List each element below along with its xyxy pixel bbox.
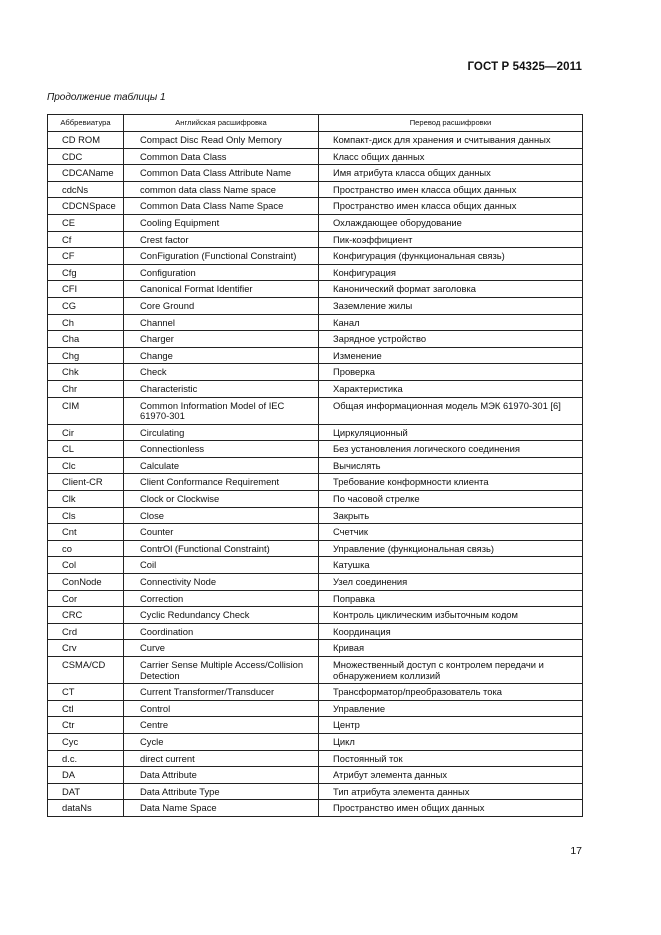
russian-translation-cell: Цикл bbox=[319, 733, 583, 750]
english-expansion-cell: ContrOl (Functional Constraint) bbox=[124, 540, 319, 557]
russian-translation-cell: Без установления логического соединения bbox=[319, 441, 583, 458]
english-expansion-cell: common data class Name space bbox=[124, 181, 319, 198]
table-row bbox=[48, 684, 583, 701]
english-expansion-cell: Calculate bbox=[124, 457, 319, 474]
abbreviation-cell: cdcNs bbox=[48, 181, 124, 198]
table-row bbox=[48, 264, 583, 281]
table-row bbox=[48, 297, 583, 314]
abbreviation-table bbox=[47, 114, 583, 817]
page-number: 17 bbox=[570, 845, 582, 857]
russian-translation-cell: Управление (функциональная связь) bbox=[319, 540, 583, 557]
english-expansion-cell: Common Data Class bbox=[124, 148, 319, 165]
table-row bbox=[48, 214, 583, 231]
english-expansion-cell: Connectivity Node bbox=[124, 574, 319, 591]
english-expansion-cell: Correction bbox=[124, 590, 319, 607]
russian-translation-cell: Закрыть bbox=[319, 507, 583, 524]
abbreviation-cell: Cls bbox=[48, 507, 124, 524]
english-expansion-cell: Compact Disc Read Only Memory bbox=[124, 132, 319, 149]
abbreviation-cell: co bbox=[48, 540, 124, 557]
table-row bbox=[48, 733, 583, 750]
english-expansion-cell: Check bbox=[124, 364, 319, 381]
russian-translation-cell: Охлаждающее оборудование bbox=[319, 214, 583, 231]
abbreviation-cell: CL bbox=[48, 441, 124, 458]
abbreviation-cell: CSMA/CD bbox=[48, 657, 124, 684]
abbreviation-cell: CIM bbox=[48, 397, 124, 424]
russian-translation-cell: Катушка bbox=[319, 557, 583, 574]
russian-translation-cell: Трансформатор/преобразователь тока bbox=[319, 684, 583, 701]
table-row bbox=[48, 148, 583, 165]
column-header-translation: Перевод расшифровки bbox=[319, 115, 583, 132]
column-header-english: Английская расшифровка bbox=[124, 115, 319, 132]
table-row bbox=[48, 397, 583, 424]
table-row bbox=[48, 623, 583, 640]
russian-translation-cell: По часовой стрелке bbox=[319, 491, 583, 508]
column-header-abbreviation: Аббревиатура bbox=[48, 115, 124, 132]
abbreviation-cell: Cyc bbox=[48, 733, 124, 750]
english-expansion-cell: Cycle bbox=[124, 733, 319, 750]
table-row bbox=[48, 700, 583, 717]
english-expansion-cell: Client Conformance Requirement bbox=[124, 474, 319, 491]
table-row bbox=[48, 540, 583, 557]
english-expansion-cell: Common Data Class Attribute Name bbox=[124, 165, 319, 182]
english-expansion-cell: Charger bbox=[124, 331, 319, 348]
english-expansion-cell: Crest factor bbox=[124, 231, 319, 248]
russian-translation-cell: Пространство имен класса общих данных bbox=[319, 181, 583, 198]
table-row bbox=[48, 181, 583, 198]
abbreviation-cell: Col bbox=[48, 557, 124, 574]
russian-translation-cell: Множественный доступ с контролем передачи и обнаружением коллизий bbox=[319, 657, 583, 684]
standard-number: ГОСТ Р 54325—2011 bbox=[467, 61, 582, 73]
russian-translation-cell: Пространство имен общих данных bbox=[319, 800, 583, 817]
russian-translation-cell: Счетчик bbox=[319, 524, 583, 541]
table-row bbox=[48, 657, 583, 684]
abbreviation-cell: CDC bbox=[48, 148, 124, 165]
russian-translation-cell: Изменение bbox=[319, 347, 583, 364]
russian-translation-cell: Канал bbox=[319, 314, 583, 331]
abbreviation-cell: DA bbox=[48, 767, 124, 784]
english-expansion-cell: ConFiguration (Functional Constraint) bbox=[124, 248, 319, 265]
table-row bbox=[48, 198, 583, 215]
table-row bbox=[48, 507, 583, 524]
english-expansion-cell: Cyclic Redundancy Check bbox=[124, 607, 319, 624]
abbreviation-cell: Ctr bbox=[48, 717, 124, 734]
abbreviation-cell: Cnt bbox=[48, 524, 124, 541]
table-row bbox=[48, 717, 583, 734]
abbreviation-cell: Crv bbox=[48, 640, 124, 657]
table-row bbox=[48, 524, 583, 541]
english-expansion-cell: Centre bbox=[124, 717, 319, 734]
abbreviation-cell: Crd bbox=[48, 623, 124, 640]
table-caption: Продолжение таблицы 1 bbox=[47, 92, 166, 103]
table-row bbox=[48, 590, 583, 607]
english-expansion-cell: Coil bbox=[124, 557, 319, 574]
russian-translation-cell: Канонический формат заголовка bbox=[319, 281, 583, 298]
abbreviation-cell: Cir bbox=[48, 424, 124, 441]
abbreviation-cell: CDCNSpace bbox=[48, 198, 124, 215]
abbreviation-cell: ConNode bbox=[48, 574, 124, 591]
table-row bbox=[48, 331, 583, 348]
english-expansion-cell: Change bbox=[124, 347, 319, 364]
russian-translation-cell: Поправка bbox=[319, 590, 583, 607]
russian-translation-cell: Тип атрибута элемента данных bbox=[319, 783, 583, 800]
abbreviation-cell: CDCAName bbox=[48, 165, 124, 182]
russian-translation-cell: Постоянный ток bbox=[319, 750, 583, 767]
english-expansion-cell: Carrier Sense Multiple Access/Collision Detection bbox=[124, 657, 319, 684]
abbreviation-cell: Cor bbox=[48, 590, 124, 607]
russian-translation-cell: Координация bbox=[319, 623, 583, 640]
table-row bbox=[48, 424, 583, 441]
abbreviation-cell: dataNs bbox=[48, 800, 124, 817]
russian-translation-cell: Характеристика bbox=[319, 380, 583, 397]
russian-translation-cell: Имя атрибута класса общих данных bbox=[319, 165, 583, 182]
russian-translation-cell: Общая информационная модель МЭК 61970-301 [6] bbox=[319, 397, 583, 424]
table-row bbox=[48, 574, 583, 591]
english-expansion-cell: Circulating bbox=[124, 424, 319, 441]
table-row bbox=[48, 474, 583, 491]
table-row bbox=[48, 441, 583, 458]
abbreviation-cell: DAT bbox=[48, 783, 124, 800]
english-expansion-cell: Data Attribute bbox=[124, 767, 319, 784]
english-expansion-cell: Characteristic bbox=[124, 380, 319, 397]
abbreviation-cell: Chr bbox=[48, 380, 124, 397]
table-row bbox=[48, 248, 583, 265]
abbreviation-cell: CE bbox=[48, 214, 124, 231]
table-row bbox=[48, 231, 583, 248]
table-row bbox=[48, 800, 583, 817]
english-expansion-cell: direct current bbox=[124, 750, 319, 767]
english-expansion-cell: Counter bbox=[124, 524, 319, 541]
table-row bbox=[48, 557, 583, 574]
english-expansion-cell: Curve bbox=[124, 640, 319, 657]
russian-translation-cell: Вычислять bbox=[319, 457, 583, 474]
abbreviation-cell: Client-CR bbox=[48, 474, 124, 491]
table-row bbox=[48, 783, 583, 800]
english-expansion-cell: Current Transformer/Transducer bbox=[124, 684, 319, 701]
abbreviation-cell: Clc bbox=[48, 457, 124, 474]
english-expansion-cell: Connectionless bbox=[124, 441, 319, 458]
russian-translation-cell: Контроль циклическим избыточным кодом bbox=[319, 607, 583, 624]
english-expansion-cell: Clock or Clockwise bbox=[124, 491, 319, 508]
abbreviation-cell: Ctl bbox=[48, 700, 124, 717]
table-row bbox=[48, 281, 583, 298]
table-row bbox=[48, 457, 583, 474]
russian-translation-cell: Зарядное устройство bbox=[319, 331, 583, 348]
russian-translation-cell: Пространство имен класса общих данных bbox=[319, 198, 583, 215]
table-row bbox=[48, 314, 583, 331]
english-expansion-cell: Configuration bbox=[124, 264, 319, 281]
abbreviation-cell: Cf bbox=[48, 231, 124, 248]
russian-translation-cell: Атрибут элемента данных bbox=[319, 767, 583, 784]
russian-translation-cell: Центр bbox=[319, 717, 583, 734]
english-expansion-cell: Cooling Equipment bbox=[124, 214, 319, 231]
english-expansion-cell: Common Data Class Name Space bbox=[124, 198, 319, 215]
table-header-row bbox=[48, 115, 583, 132]
abbreviation-cell: Cfg bbox=[48, 264, 124, 281]
table-body bbox=[48, 132, 583, 817]
russian-translation-cell: Проверка bbox=[319, 364, 583, 381]
english-expansion-cell: Coordination bbox=[124, 623, 319, 640]
english-expansion-cell: Data Attribute Type bbox=[124, 783, 319, 800]
abbreviation-cell: Clk bbox=[48, 491, 124, 508]
abbreviation-cell: CD ROM bbox=[48, 132, 124, 149]
abbreviation-cell: d.c. bbox=[48, 750, 124, 767]
russian-translation-cell: Конфигурация bbox=[319, 264, 583, 281]
table-row bbox=[48, 347, 583, 364]
abbreviation-cell: Cha bbox=[48, 331, 124, 348]
russian-translation-cell: Кривая bbox=[319, 640, 583, 657]
russian-translation-cell: Циркуляционный bbox=[319, 424, 583, 441]
table-row bbox=[48, 767, 583, 784]
russian-translation-cell: Требование конформности клиента bbox=[319, 474, 583, 491]
table-row bbox=[48, 165, 583, 182]
table-row bbox=[48, 491, 583, 508]
abbreviation-cell: Ch bbox=[48, 314, 124, 331]
abbreviation-cell: CFI bbox=[48, 281, 124, 298]
russian-translation-cell: Управление bbox=[319, 700, 583, 717]
abbreviation-cell: CG bbox=[48, 297, 124, 314]
table-row bbox=[48, 640, 583, 657]
abbreviation-cell: CT bbox=[48, 684, 124, 701]
table-row bbox=[48, 364, 583, 381]
russian-translation-cell: Пик-коэффициент bbox=[319, 231, 583, 248]
russian-translation-cell: Заземление жилы bbox=[319, 297, 583, 314]
english-expansion-cell: Canonical Format Identifier bbox=[124, 281, 319, 298]
russian-translation-cell: Класс общих данных bbox=[319, 148, 583, 165]
english-expansion-cell: Close bbox=[124, 507, 319, 524]
english-expansion-cell: Data Name Space bbox=[124, 800, 319, 817]
table-row bbox=[48, 380, 583, 397]
english-expansion-cell: Core Ground bbox=[124, 297, 319, 314]
abbreviation-cell: CF bbox=[48, 248, 124, 265]
english-expansion-cell: Common Information Model of IEC 61970-301 bbox=[124, 397, 319, 424]
russian-translation-cell: Узел соединения bbox=[319, 574, 583, 591]
abbreviation-cell: Chg bbox=[48, 347, 124, 364]
table-row bbox=[48, 607, 583, 624]
abbreviation-cell: CRC bbox=[48, 607, 124, 624]
russian-translation-cell: Компакт-диск для хранения и считывания данных bbox=[319, 132, 583, 149]
english-expansion-cell: Control bbox=[124, 700, 319, 717]
table-row bbox=[48, 750, 583, 767]
table-row bbox=[48, 132, 583, 149]
english-expansion-cell: Channel bbox=[124, 314, 319, 331]
abbreviation-cell: Chk bbox=[48, 364, 124, 381]
russian-translation-cell: Конфигурация (функциональная связь) bbox=[319, 248, 583, 265]
